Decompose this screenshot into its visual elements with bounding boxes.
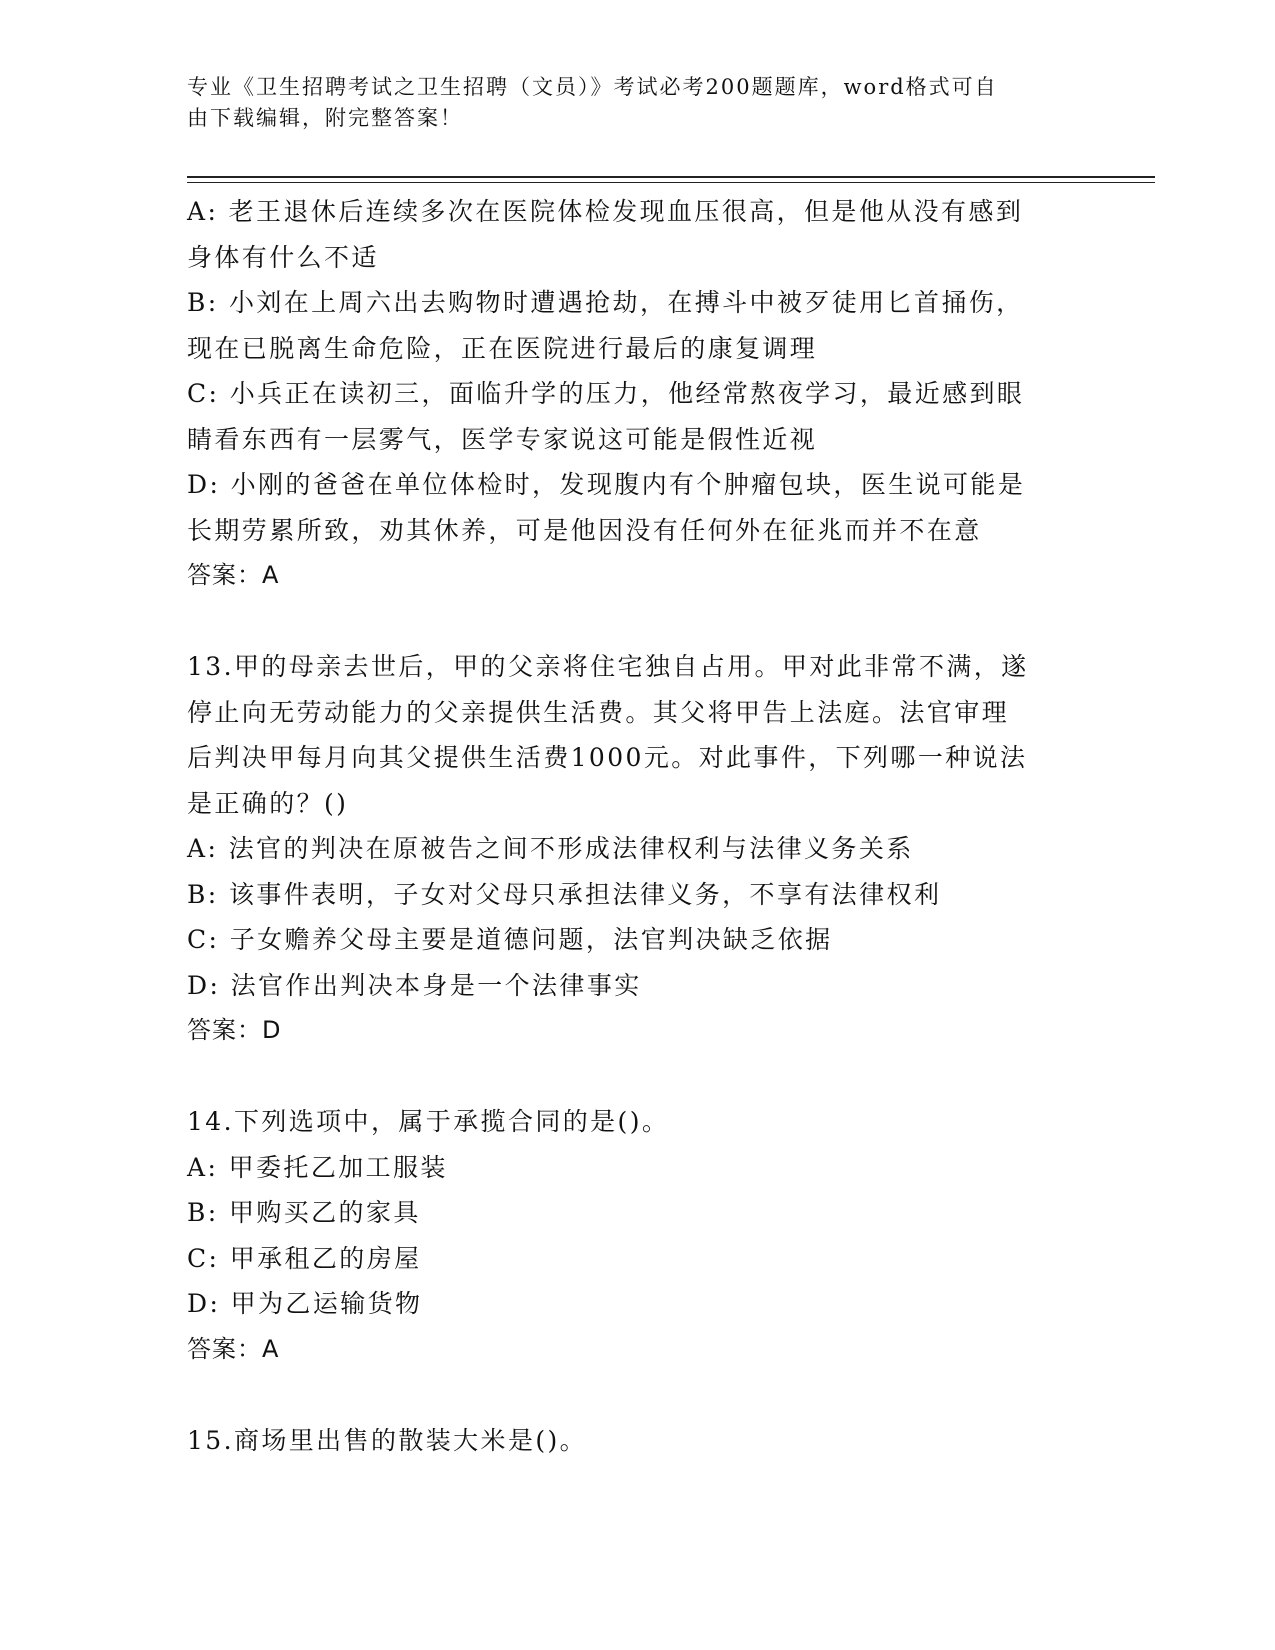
q12-option-c-line1: C: 小兵正在读初三，面临升学的压力，他经常熬夜学习，最近感到眼 [187, 379, 1025, 408]
q12-option-d [187, 462, 1087, 553]
q13-option-c: C: 子女赡养父母主要是道德问题，法官判决缺乏依据 [187, 925, 833, 954]
q13-question [187, 644, 1087, 826]
q13-line-4: 是正确的？() [187, 788, 349, 818]
q14-option-c: C: 甲承租乙的房屋 [187, 1243, 422, 1273]
header-line-2: 由下载编辑，附完整答案！ [187, 106, 463, 130]
header-rule-thin [187, 182, 1155, 183]
q14-answer: 答案：A [187, 1334, 280, 1363]
q15-question: 15.商场里出售的散装大米是()。 [187, 1425, 588, 1455]
q12-option-d-line2: 长期劳累所致，劝其休养，可是他因没有任何外在征兆而并不在意 [187, 515, 982, 545]
q12-option-b-line1: B: 小刘在上周六出去购物时遭遇抢劫，在搏斗中被歹徒用匕首捅伤， [187, 288, 1024, 317]
q12-answer: 答案：A [187, 561, 280, 589]
q12-option-b [187, 280, 1087, 371]
spacer [187, 599, 1087, 645]
q12-option-a [187, 189, 1087, 280]
q12-option-c [187, 371, 1087, 462]
q14-question: 14.下列选项中，属于承揽合同的是()。 [187, 1107, 670, 1136]
q12-option-c-line2: 睛看东西有一层雾气，医学专家说这可能是假性近视 [187, 424, 818, 454]
q12-option-a-line2: 身体有什么不适 [187, 242, 379, 272]
q14-option-d: D: 甲为乙运输货物 [187, 1289, 423, 1318]
header-rule-thick [187, 176, 1155, 178]
q12-option-a-line1: A: 老王退休后连续多次在医院体检发现血压很高，但是他从没有感到 [187, 197, 1024, 226]
q14-option-a: A: 甲委托乙加工服装 [187, 1152, 448, 1182]
q13-line-3: 后判决甲每月向其父提供生活费1000元。对此事件，下列哪一种说法 [187, 743, 1028, 772]
q13-line-1: 13.甲的母亲去世后，甲的父亲将住宅独自占用。甲对此非常不满，遂 [187, 652, 1029, 681]
q12-option-d-line1: D: 小刚的爸爸在单位体检时，发现腹内有个肿瘤包块，医生说可能是 [187, 470, 1026, 499]
header-line-1: 专业《卫生招聘考试之卫生招聘（文员）》考试必考200题题库，word格式可自 [187, 75, 998, 99]
spacer [187, 1372, 1087, 1418]
q13-option-d: D: 法官作出判决本身是一个法律事实 [187, 970, 642, 1000]
spacer [187, 1054, 1087, 1100]
q12-option-b-line2: 现在已脱离生命危险，正在医院进行最后的康复调理 [187, 333, 818, 363]
question-body [187, 189, 1087, 1463]
q14-option-b: B: 甲购买乙的家具 [187, 1198, 421, 1227]
document-header [187, 72, 1067, 134]
q13-option-a: A: 法官的判决在原被告之间不形成法律权利与法律义务关系 [187, 834, 914, 863]
q13-answer: 答案：D [187, 1016, 282, 1044]
q13-line-2: 停止向无劳动能力的父亲提供生活费。其父将甲告上法庭。法官审理 [187, 697, 1010, 727]
q13-option-b: B: 该事件表明，子女对父母只承担法律义务，不享有法律权利 [187, 879, 942, 909]
